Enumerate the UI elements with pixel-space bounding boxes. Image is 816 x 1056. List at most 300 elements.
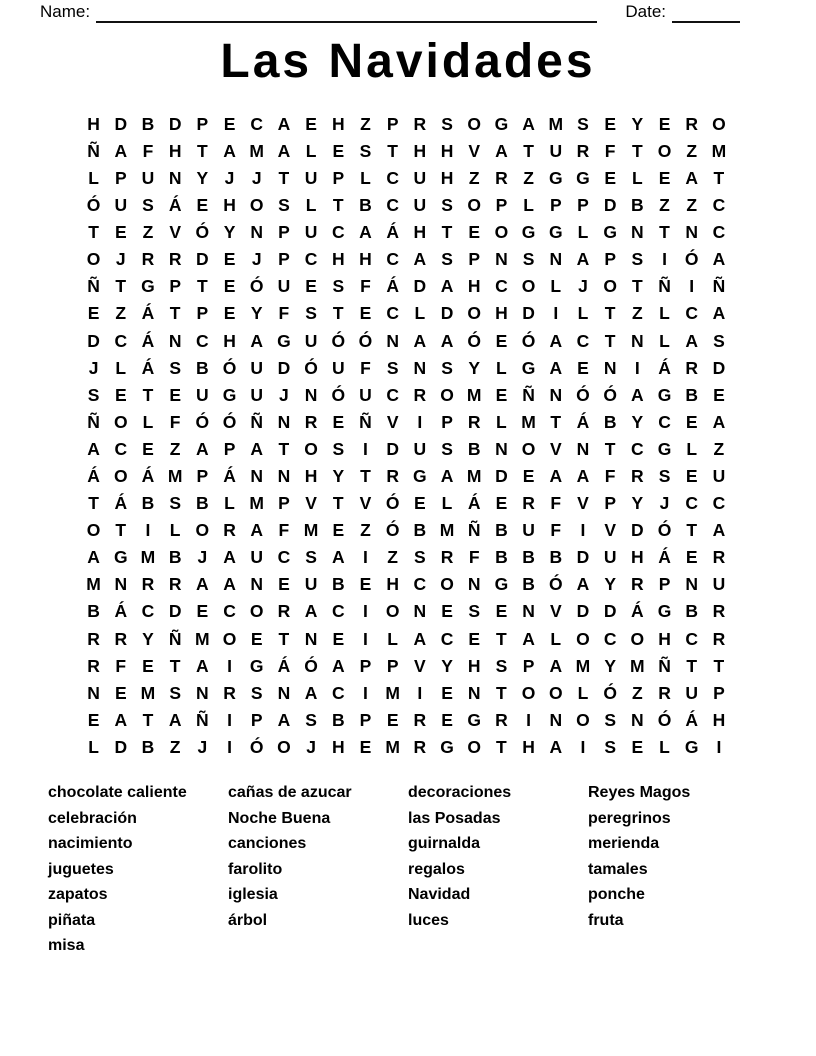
- word-list-item: fruta: [588, 911, 624, 929]
- grid-letter-r11-c24: E: [713, 384, 725, 405]
- grid-letter-r5-c1: T: [88, 222, 99, 243]
- grid-letter-r11-c9: N: [304, 384, 318, 405]
- grid-letter-r19-c9: A: [304, 601, 318, 622]
- grid-letter-r11-c7: U: [250, 384, 264, 405]
- grid-letter-r1-c15: O: [467, 113, 482, 134]
- grid-letter-r5-c13: H: [413, 222, 427, 243]
- grid-letter-r18-c12: H: [386, 574, 399, 595]
- grid-letter-r16-c14: M: [439, 520, 455, 541]
- grid-letter-r8-c1: E: [87, 303, 100, 324]
- grid-letter-r17-c4: B: [168, 547, 182, 568]
- grid-letter-r10-c12: S: [386, 357, 399, 378]
- grid-letter-r16-c10: E: [332, 520, 345, 541]
- grid-letter-r17-c21: H: [631, 547, 644, 568]
- grid-letter-r21-c21: M: [630, 655, 645, 676]
- grid-letter-r1-c20: E: [604, 113, 616, 134]
- grid-letter-r12-c10: E: [332, 411, 345, 432]
- grid-letter-r16-c1: O: [86, 520, 101, 541]
- grid-letter-r13-c15: B: [467, 438, 481, 459]
- grid-letter-r2-c24: M: [711, 140, 727, 161]
- grid-letter-r6-c20: P: [604, 249, 616, 270]
- grid-letter-r7-c19: J: [578, 276, 588, 297]
- grid-letter-r7-c22: Ñ: [658, 276, 671, 297]
- grid-letter-r15-c5: B: [196, 493, 209, 514]
- grid-letter-r13-c2: C: [114, 438, 128, 459]
- grid-letter-r18-c4: R: [168, 574, 182, 595]
- grid-letter-r23-c5: Ñ: [196, 709, 209, 730]
- grid-letter-r10-c15: Y: [468, 357, 481, 378]
- word-list-item: farolito: [228, 860, 283, 878]
- grid-letter-r14-c17: E: [522, 466, 535, 487]
- grid-letter-r13-c12: D: [386, 438, 399, 459]
- grid-letter-r24-c6: I: [227, 736, 232, 757]
- grid-letter-r21-c5: A: [196, 655, 209, 676]
- grid-letter-r19-c14: E: [441, 601, 453, 622]
- grid-letter-r17-c1: A: [87, 547, 100, 568]
- grid-letter-r14-c16: D: [495, 466, 508, 487]
- grid-letter-r1-c5: P: [196, 113, 209, 134]
- grid-letter-r22-c13: I: [417, 682, 423, 703]
- grid-letter-r15-c1: T: [88, 493, 99, 514]
- grid-letter-r18-c24: U: [712, 574, 726, 595]
- grid-letter-r12-c24: A: [712, 411, 726, 432]
- grid-letter-r20-c14: C: [440, 628, 454, 649]
- grid-letter-r11-c23: B: [685, 384, 699, 405]
- grid-letter-r19-c12: O: [385, 601, 400, 622]
- grid-letter-r8-c7: Y: [250, 303, 263, 324]
- grid-letter-r2-c2: A: [114, 140, 128, 161]
- grid-letter-r15-c9: V: [305, 493, 317, 514]
- grid-letter-r23-c23: Á: [685, 709, 699, 730]
- grid-letter-r14-c21: R: [631, 466, 644, 487]
- grid-letter-r18-c9: U: [304, 574, 318, 595]
- grid-letter-r1-c14: S: [441, 113, 453, 134]
- grid-letter-r13-c7: A: [250, 438, 264, 459]
- grid-letter-r15-c13: E: [414, 493, 426, 514]
- grid-letter-r9-c12: N: [386, 330, 399, 351]
- grid-letter-r8-c5: P: [196, 303, 209, 324]
- grid-letter-r17-c11: I: [363, 547, 368, 568]
- grid-letter-r19-c1: B: [87, 601, 100, 622]
- grid-letter-r8-c6: E: [223, 303, 236, 324]
- grid-letter-r18-c17: B: [522, 574, 535, 595]
- grid-letter-r1-c9: E: [305, 113, 317, 134]
- grid-letter-r23-c9: S: [305, 709, 317, 730]
- grid-letter-r16-c5: O: [195, 520, 210, 541]
- grid-letter-r22-c1: N: [87, 682, 100, 703]
- grid-letter-r4-c1: Ó: [86, 195, 101, 216]
- grid-letter-r18-c15: N: [467, 574, 481, 595]
- grid-letter-r21-c12: P: [386, 655, 399, 676]
- grid-letter-r15-c16: E: [495, 493, 508, 514]
- grid-letter-r24-c20: S: [604, 736, 616, 757]
- grid-letter-r21-c15: H: [467, 655, 481, 676]
- grid-letter-r20-c18: L: [550, 628, 562, 649]
- grid-letter-r4-c2: U: [114, 195, 128, 216]
- grid-letter-r11-c2: E: [114, 384, 127, 405]
- grid-letter-r6-c4: R: [168, 249, 182, 270]
- word-list-item: piñata: [48, 911, 96, 929]
- grid-letter-r4-c7: O: [249, 195, 264, 216]
- grid-letter-r5-c7: N: [250, 222, 264, 243]
- grid-letter-r3-c16: R: [495, 167, 508, 188]
- grid-letter-r3-c4: N: [168, 167, 182, 188]
- grid-letter-r16-c13: B: [413, 520, 427, 541]
- grid-letter-r14-c11: T: [360, 466, 371, 487]
- grid-letter-r8-c16: H: [495, 303, 508, 324]
- grid-letter-r15-c19: V: [577, 493, 589, 514]
- grid-letter-r8-c4: T: [169, 303, 181, 324]
- grid-letter-r15-c15: Á: [467, 493, 481, 514]
- grid-letter-r17-c15: F: [468, 547, 480, 568]
- grid-letter-r20-c12: L: [387, 628, 398, 649]
- grid-letter-r6-c12: C: [386, 249, 399, 270]
- grid-letter-r20-c8: T: [278, 628, 290, 649]
- grid-letter-r4-c11: B: [359, 195, 372, 216]
- grid-letter-r18-c22: P: [658, 574, 671, 595]
- grid-letter-r9-c7: A: [250, 330, 264, 351]
- grid-letter-r2-c21: T: [631, 140, 643, 161]
- word-list-column: [408, 780, 511, 933]
- grid-letter-r3-c17: Z: [523, 167, 534, 188]
- grid-letter-r12-c17: M: [521, 411, 536, 432]
- grid-letter-r12-c1: Ñ: [87, 411, 100, 432]
- grid-letter-r18-c18: Ó: [548, 574, 563, 595]
- grid-letter-r12-c11: Ñ: [359, 411, 372, 432]
- grid-letter-r23-c15: G: [467, 709, 482, 730]
- grid-letter-r19-c2: Á: [114, 601, 128, 622]
- grid-letter-r5-c3: Z: [142, 222, 154, 243]
- grid-letter-r6-c21: S: [631, 249, 644, 270]
- grid-letter-r8-c8: F: [278, 303, 290, 324]
- grid-letter-r2-c11: S: [359, 140, 372, 161]
- grid-letter-r17-c18: B: [549, 547, 563, 568]
- grid-letter-r18-c8: E: [278, 574, 290, 595]
- grid-letter-r21-c18: A: [549, 655, 563, 676]
- grid-letter-r7-c16: C: [495, 276, 508, 297]
- grid-letter-r1-c23: R: [685, 113, 699, 134]
- grid-letter-r10-c1: J: [88, 357, 99, 378]
- grid-letter-r18-c10: B: [331, 574, 345, 595]
- grid-letter-r21-c17: P: [522, 655, 535, 676]
- grid-letter-r9-c21: N: [631, 330, 644, 351]
- grid-letter-r13-c10: S: [332, 438, 345, 459]
- grid-letter-r24-c23: G: [684, 736, 699, 757]
- grid-letter-r9-c16: E: [495, 330, 508, 351]
- grid-letter-r9-c15: Ó: [467, 330, 482, 351]
- grid-letter-r18-c20: Y: [604, 574, 616, 595]
- grid-letter-r6-c8: P: [278, 249, 290, 270]
- grid-letter-r16-c2: T: [115, 520, 127, 541]
- grid-letter-r21-c10: A: [331, 655, 345, 676]
- grid-letter-r24-c15: O: [467, 736, 482, 757]
- grid-letter-r7-c4: P: [169, 276, 181, 297]
- grid-letter-r8-c15: O: [467, 303, 482, 324]
- grid-letter-r1-c4: D: [168, 113, 182, 134]
- grid-letter-r22-c19: L: [577, 682, 589, 703]
- grid-letter-r15-c11: V: [359, 493, 372, 514]
- grid-letter-r3-c9: U: [304, 167, 318, 188]
- grid-letter-r10-c9: Ó: [304, 357, 318, 378]
- grid-letter-r16-c4: L: [169, 520, 181, 541]
- grid-letter-r19-c7: O: [249, 601, 264, 622]
- grid-letter-r11-c6: G: [222, 384, 237, 405]
- grid-letter-r11-c21: A: [631, 384, 644, 405]
- grid-letter-r10-c21: I: [634, 357, 640, 378]
- grid-letter-r13-c6: P: [223, 438, 236, 459]
- grid-letter-r9-c4: N: [168, 330, 182, 351]
- grid-letter-r6-c5: D: [196, 249, 209, 270]
- grid-letter-r6-c23: Ó: [684, 249, 699, 270]
- grid-letter-r15-c22: J: [659, 493, 670, 514]
- word-list-item: nacimiento: [48, 835, 133, 852]
- page-title: Las Navidades: [220, 35, 596, 88]
- grid-letter-r22-c18: O: [548, 682, 563, 703]
- grid-letter-r14-c8: N: [277, 466, 291, 487]
- grid-letter-r6-c24: A: [712, 249, 726, 270]
- grid-letter-r9-c11: Ó: [358, 330, 373, 351]
- grid-letter-r19-c22: G: [657, 601, 672, 622]
- word-list-item: luces: [408, 911, 449, 929]
- grid-letter-r19-c18: V: [549, 601, 562, 622]
- grid-letter-r2-c18: U: [549, 140, 563, 161]
- grid-letter-r5-c20: G: [603, 222, 617, 243]
- grid-letter-r20-c6: O: [222, 628, 237, 649]
- grid-letter-r10-c23: R: [685, 357, 699, 378]
- grid-letter-r10-c10: U: [331, 357, 345, 378]
- grid-letter-r16-c24: A: [712, 520, 726, 541]
- grid-letter-r9-c24: S: [713, 330, 725, 351]
- name-blank-line: [96, 2, 597, 23]
- grid-letter-r9-c23: A: [685, 330, 699, 351]
- grid-letter-r18-c23: N: [685, 574, 699, 595]
- word-list-item: cañas de azucar: [228, 784, 352, 801]
- grid-letter-r7-c24: Ñ: [712, 276, 726, 297]
- grid-letter-r7-c14: A: [440, 276, 454, 297]
- word-list: [0, 780, 816, 980]
- grid-letter-r6-c9: C: [304, 249, 318, 270]
- grid-letter-r5-c6: Y: [223, 222, 236, 243]
- grid-letter-r19-c16: E: [495, 601, 508, 622]
- grid-letter-r19-c10: C: [331, 601, 345, 622]
- grid-letter-r6-c19: A: [576, 249, 590, 270]
- grid-letter-r7-c3: G: [141, 276, 155, 297]
- grid-letter-r14-c18: A: [549, 466, 563, 487]
- grid-letter-r3-c12: C: [386, 167, 399, 188]
- grid-letter-r4-c6: H: [223, 195, 236, 216]
- grid-letter-r6-c14: S: [441, 249, 453, 270]
- grid-letter-r1-c2: D: [114, 113, 128, 134]
- grid-letter-r9-c2: C: [114, 330, 128, 351]
- grid-letter-r17-c3: M: [140, 547, 156, 568]
- grid-letter-r15-c23: C: [685, 493, 699, 514]
- grid-letter-r12-c3: L: [142, 411, 154, 432]
- grid-letter-r15-c21: Y: [631, 493, 644, 514]
- grid-letter-r18-c1: M: [86, 574, 101, 595]
- grid-letter-r9-c18: A: [549, 330, 563, 351]
- grid-letter-r13-c8: T: [278, 438, 290, 459]
- grid-letter-r19-c11: I: [363, 601, 368, 622]
- grid-letter-r14-c12: R: [386, 466, 399, 487]
- grid-letter-r23-c6: I: [227, 709, 232, 730]
- grid-letter-r22-c10: C: [331, 682, 345, 703]
- grid-letter-r21-c9: Ó: [304, 655, 318, 676]
- grid-letter-r12-c16: L: [496, 411, 507, 432]
- grid-letter-r17-c23: E: [685, 547, 698, 568]
- grid-letter-r16-c16: B: [495, 520, 508, 541]
- grid-letter-r22-c11: I: [363, 682, 368, 703]
- grid-letter-r7-c15: H: [467, 276, 481, 297]
- date-label: Date:: [625, 2, 666, 21]
- grid-letter-r23-c3: T: [142, 709, 154, 730]
- grid-letter-r2-c13: H: [413, 140, 427, 161]
- grid-letter-r9-c3: Á: [141, 330, 155, 351]
- grid-letter-r15-c10: T: [332, 493, 344, 514]
- grid-letter-r16-c18: F: [550, 520, 562, 541]
- grid-letter-r20-c16: T: [496, 628, 507, 649]
- grid-letter-r18-c11: E: [359, 574, 372, 595]
- header: [40, 2, 740, 23]
- grid-letter-r20-c9: N: [304, 628, 318, 649]
- grid-letter-r19-c8: R: [277, 601, 291, 622]
- grid-letter-r20-c2: R: [114, 628, 128, 649]
- grid-letter-r5-c10: C: [331, 222, 345, 243]
- grid-letter-r24-c5: J: [197, 736, 208, 757]
- grid-letter-r13-c21: C: [631, 438, 644, 459]
- word-list-item: iglesia: [228, 886, 278, 903]
- grid-letter-r11-c8: J: [279, 384, 289, 405]
- grid-letter-r23-c20: S: [604, 709, 616, 730]
- grid-letter-r17-c24: R: [712, 547, 726, 568]
- grid-letter-r9-c22: L: [659, 330, 670, 351]
- grid-letter-r19-c19: D: [576, 601, 590, 622]
- grid-letter-r22-c12: M: [385, 682, 400, 703]
- grid-letter-r12-c8: N: [277, 411, 291, 432]
- word-list-column: [228, 780, 352, 933]
- grid-letter-r12-c14: P: [441, 411, 453, 432]
- grid-letter-r22-c8: N: [277, 682, 291, 703]
- grid-letter-r17-c16: B: [495, 547, 508, 568]
- grid-letter-r11-c14: O: [440, 384, 454, 405]
- grid-letter-r6-c16: N: [495, 249, 508, 270]
- grid-letter-r15-c3: B: [141, 493, 155, 514]
- grid-letter-r7-c9: E: [305, 276, 317, 297]
- grid-letter-r23-c1: E: [87, 709, 100, 730]
- grid-letter-r8-c24: A: [712, 303, 726, 324]
- grid-letter-r10-c17: G: [521, 357, 536, 378]
- grid-letter-r24-c13: R: [413, 736, 427, 757]
- grid-letter-r11-c17: Ñ: [522, 384, 535, 405]
- grid-letter-r21-c3: E: [142, 655, 154, 676]
- grid-letter-r10-c19: E: [577, 357, 589, 378]
- grid-letter-r18-c2: N: [114, 574, 128, 595]
- word-list-item: las Posadas: [408, 809, 501, 827]
- grid-letter-r19-c6: C: [223, 601, 236, 622]
- grid-letter-r24-c21: E: [631, 736, 644, 757]
- grid-letter-r4-c12: C: [386, 195, 399, 216]
- grid-letter-r10-c6: Ó: [222, 357, 237, 378]
- grid-letter-r11-c4: E: [169, 384, 181, 405]
- grid-letter-r10-c20: N: [603, 357, 617, 378]
- grid-letter-r13-c18: V: [549, 438, 562, 459]
- word-list-column: [48, 780, 187, 959]
- grid-letter-r3-c1: L: [88, 167, 99, 188]
- grid-letter-r18-c7: N: [250, 574, 264, 595]
- grid-letter-r2-c15: V: [468, 140, 481, 161]
- grid-letter-r16-c21: D: [631, 520, 644, 541]
- grid-letter-r8-c18: I: [553, 303, 559, 324]
- grid-letter-r8-c19: L: [577, 303, 589, 324]
- word-list-item: misa: [48, 937, 85, 954]
- grid-letter-r15-c2: Á: [114, 493, 128, 514]
- grid-letter-r15-c18: F: [550, 493, 562, 514]
- grid-letter-r10-c22: Á: [658, 357, 671, 378]
- grid-letter-r11-c13: R: [413, 384, 427, 405]
- grid-letter-r18-c13: C: [413, 574, 427, 595]
- grid-letter-r24-c3: B: [141, 736, 155, 757]
- grid-letter-r20-c13: A: [413, 628, 427, 649]
- grid-letter-r1-c7: C: [250, 113, 264, 134]
- grid-letter-r8-c2: Z: [115, 303, 127, 324]
- grid-letter-r22-c7: S: [250, 682, 263, 703]
- grid-letter-r20-c20: C: [603, 628, 617, 649]
- grid-letter-r18-c5: A: [196, 574, 209, 595]
- grid-letter-r24-c12: M: [385, 736, 400, 757]
- grid-letter-r18-c6: A: [223, 574, 236, 595]
- grid-letter-r5-c2: E: [114, 222, 127, 243]
- word-list-item: Reyes Magos: [588, 784, 691, 801]
- grid-letter-r20-c5: M: [195, 628, 210, 649]
- grid-letter-r5-c9: U: [304, 222, 318, 243]
- grid-letter-r23-c14: E: [441, 709, 453, 730]
- grid-letter-r14-c9: H: [304, 466, 318, 487]
- grid-letter-r23-c4: A: [168, 709, 182, 730]
- grid-letter-r1-c8: A: [277, 113, 291, 134]
- grid-letter-r2-c9: L: [305, 140, 317, 161]
- grid-letter-r11-c11: U: [359, 384, 372, 405]
- grid-letter-r12-c13: I: [417, 411, 423, 432]
- grid-letter-r9-c19: C: [576, 330, 590, 351]
- grid-letter-r4-c24: C: [712, 195, 726, 216]
- grid-letter-r15-c4: S: [169, 493, 181, 514]
- grid-letter-r13-c22: G: [657, 438, 672, 459]
- grid-letter-r16-c15: Ñ: [467, 520, 481, 541]
- grid-letter-r3-c22: E: [658, 167, 671, 188]
- grid-letter-r3-c6: J: [224, 167, 235, 188]
- grid-letter-r14-c19: A: [576, 466, 590, 487]
- grid-letter-r20-c3: Y: [142, 628, 154, 649]
- grid-letter-r11-c1: S: [87, 384, 100, 405]
- grid-letter-r19-c5: E: [196, 601, 209, 622]
- grid-letter-r10-c7: U: [250, 357, 264, 378]
- grid-letter-r7-c17: O: [521, 276, 536, 297]
- word-list-item: celebración: [48, 809, 137, 827]
- grid-letter-r1-c10: H: [331, 113, 345, 134]
- word-list-item: guirnalda: [408, 835, 481, 852]
- grid-letter-r13-c5: A: [196, 438, 209, 459]
- grid-letter-r20-c21: O: [630, 628, 645, 649]
- grid-letter-r17-c19: D: [576, 547, 590, 568]
- grid-letter-r4-c3: S: [142, 195, 154, 216]
- grid-letter-r21-c13: V: [414, 655, 426, 676]
- grid-letter-r21-c4: T: [169, 655, 181, 676]
- word-list-item: merienda: [588, 835, 660, 852]
- grid-letter-r17-c17: B: [522, 547, 535, 568]
- grid-letter-r2-c16: A: [495, 140, 508, 161]
- grid-letter-r18-c21: R: [631, 574, 644, 595]
- grid-letter-r8-c13: L: [414, 303, 426, 324]
- grid-letter-r9-c6: H: [223, 330, 236, 351]
